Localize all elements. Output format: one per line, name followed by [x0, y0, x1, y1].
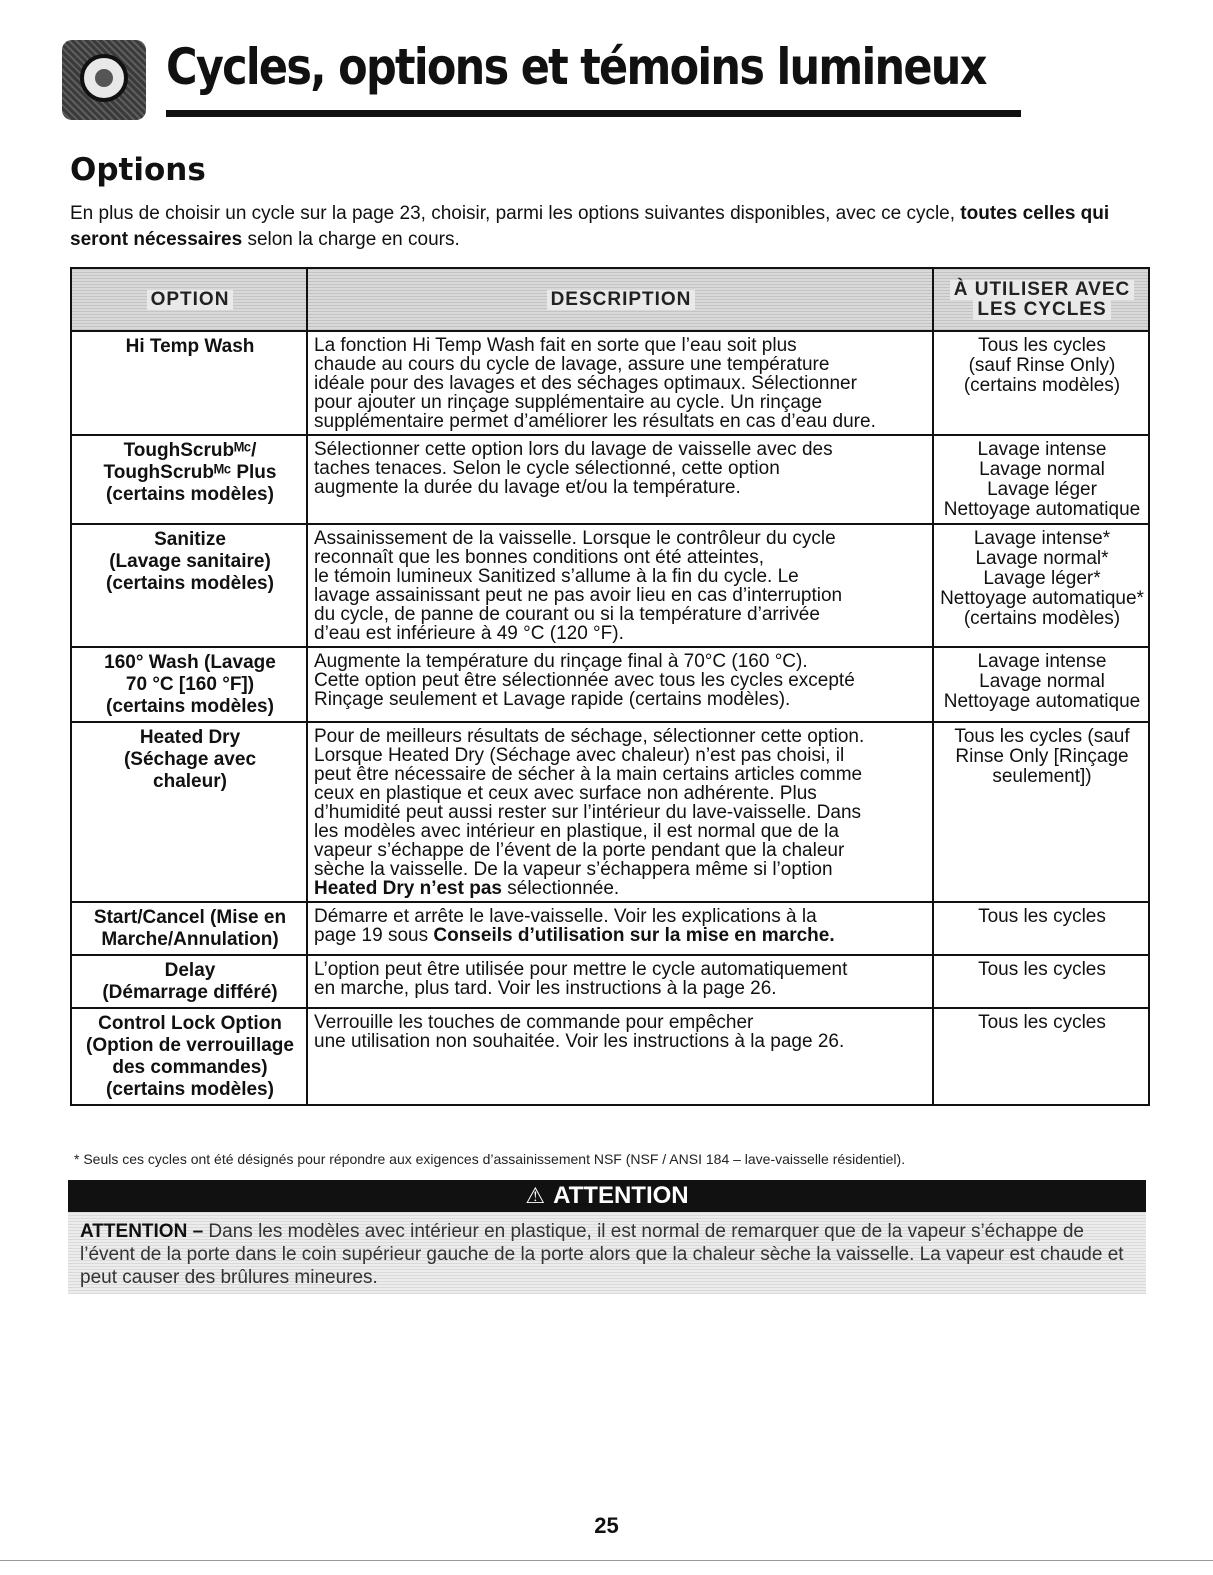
- cycle-line: Lavage intense*: [973, 528, 1111, 549]
- description-line: le témoin lumineux Sanitized s’allume à la fin du cycle. Le: [314, 566, 799, 587]
- option-name-cell: [71, 1008, 307, 1105]
- description-cell: [307, 647, 933, 722]
- options-table: [70, 267, 1150, 1106]
- description-line: pour ajouter un rinçage supplémentaire au cycle. Un rinçage: [314, 392, 823, 413]
- table-row: [71, 955, 1149, 1008]
- description-line: [314, 926, 928, 945]
- description-line: d’eau est inférieure à 49 °C (120 °F).: [314, 623, 624, 644]
- column-header-option: OPTION: [71, 268, 307, 331]
- option-name-cell: [71, 331, 307, 435]
- cycles-cell: [933, 524, 1149, 647]
- option-name-line: Hi Temp Wash: [125, 336, 255, 357]
- option-name-line: Heated Dry: [139, 727, 241, 748]
- description-line: une utilisation non souhaitée. Voir les instructions à la page 26.: [314, 1031, 845, 1052]
- cycles-cell: [933, 435, 1149, 524]
- cycle-line: Tous les cycles: [978, 1012, 1106, 1033]
- intro-tail-text: selon la charge en cours.: [242, 229, 460, 250]
- intro-bold-text: toutes celles qui seront nécessaires: [70, 203, 1110, 250]
- description-line: La fonction Hi Temp Wash fait en sorte que l’eau soit plus: [314, 335, 797, 356]
- cycle-line: Tous les cycles: [978, 906, 1106, 927]
- description-line: ceux en plastique et ceux avec surface non adhérente. Plus: [314, 783, 817, 804]
- description-line: d’humidité peut aussi rester sur l’intérieur du lave-vaisselle. Dans: [314, 802, 862, 823]
- description-line: Cette option peut être sélectionnée avec tous les cycles excepté: [314, 670, 855, 691]
- description-line: lavage assainissant peut ne pas avoir lieu en cas d’interruption: [314, 585, 843, 606]
- description-line: Assainissement de la vaisselle. Lorsque le contrôleur du cycle: [314, 528, 836, 549]
- cycle-line: Lavage normal: [979, 459, 1105, 480]
- table-row: [71, 435, 1149, 524]
- cycle-line: Tous les cycles: [978, 335, 1106, 356]
- description-line: vapeur s’échappe de l’évent de la porte pendant que la chaleur: [314, 840, 845, 861]
- title-underline: [166, 110, 1021, 117]
- cycle-line: Lavage normal*: [975, 548, 1109, 569]
- cycles-cell: [933, 955, 1149, 1008]
- cycle-line: Rinse Only [Rinçage: [955, 746, 1129, 767]
- description-line: Démarre et arrête le lave-vaisselle. Voir les explications à la: [314, 906, 817, 927]
- description-line: sèche la vaisselle. De la vapeur s’échappera même si l’option: [314, 859, 833, 880]
- cycle-line: Lavage intense: [977, 439, 1107, 460]
- column-header-cycles: À UTILISER AVEC LES CYCLES: [933, 268, 1149, 331]
- option-name-line: chaleur): [153, 771, 227, 792]
- cycle-line: Lavage intense: [977, 651, 1107, 672]
- option-name-line: Marche/Annulation): [101, 929, 279, 950]
- attention-message: [68, 1212, 1146, 1294]
- option-name-line: Sanitize: [154, 529, 226, 550]
- description-line: taches tenaces. Selon le cycle sélectionné, cette option: [314, 458, 780, 479]
- table-row: [71, 1008, 1149, 1105]
- option-name-line: (Option de verrouillage: [86, 1035, 294, 1056]
- bottom-divider: [0, 1560, 1213, 1561]
- warning-triangle-icon: ⚠: [525, 1183, 546, 1208]
- option-name-cell: [71, 647, 307, 722]
- cycles-cell: [933, 1008, 1149, 1105]
- cycle-line: Tous les cycles: [978, 959, 1106, 980]
- column-header-description: DESCRIPTION: [307, 268, 933, 331]
- attention-lead: ATTENTION –: [80, 1221, 204, 1242]
- description-line: Sélectionner cette option lors du lavage de vaisselle avec des: [314, 439, 833, 460]
- description-cell: [307, 331, 933, 435]
- description-line: augmente la durée du lavage et/ou la température.: [314, 477, 741, 498]
- option-name-line: (certains modèles): [106, 1079, 274, 1100]
- description-line: [314, 879, 928, 898]
- description-line: Lorsque Heated Dry (Séchage avec chaleur) n’est pas choisi, il: [314, 745, 845, 766]
- table-row: [71, 722, 1149, 902]
- footnote: * Seuls ces cycles ont été désignés pour répondre aux exigences d’assainissement NSF (NSF / ANSI 184 – lave-vaisselle résidentiel).: [74, 1151, 906, 1167]
- cycle-line: (sauf Rinse Only): [968, 355, 1116, 376]
- description-line: L’option peut être utilisée pour mettre le cycle automatiquement: [314, 959, 848, 980]
- cycle-line: Lavage normal: [979, 671, 1105, 692]
- intro-text: En plus de choisir un cycle sur la page 23, choisir, parmi les options suivantes disponibles, avec ce cycle,: [70, 203, 961, 224]
- description-tail-text: sélectionnée.: [501, 878, 620, 899]
- cycle-line: (certains modèles): [963, 375, 1121, 396]
- page-title: Cycles, options et témoins lumineux: [166, 38, 986, 96]
- section-title: Options: [70, 152, 206, 188]
- cycle-line: Nettoyage automatique*: [940, 588, 1144, 609]
- attention-title: ATTENTION: [553, 1182, 689, 1209]
- cycle-line: Nettoyage automatique: [943, 499, 1141, 520]
- option-name-line: Control Lock Option: [98, 1013, 282, 1034]
- description-cell: [307, 902, 933, 955]
- description-cell: [307, 1008, 933, 1105]
- dishwasher-icon: [62, 40, 146, 120]
- description-line: Verrouille les touches de commande pour empêcher: [314, 1012, 754, 1033]
- table-row: [71, 902, 1149, 955]
- cycle-line: Lavage léger: [987, 479, 1097, 500]
- option-name-line: Start/Cancel (Mise en: [93, 907, 287, 928]
- table-row: [71, 331, 1149, 435]
- option-name-line: (certains modèles): [106, 696, 274, 717]
- description-line: en marche, plus tard. Voir les instructions à la page 26.: [314, 978, 777, 999]
- option-name-line: (Démarrage différé): [102, 982, 278, 1003]
- option-name-line: 70 °C [160 °F]): [125, 674, 255, 695]
- description-bold-text: Conseils d’utilisation sur la mise en marche.: [433, 925, 835, 946]
- description-line: Rinçage seulement et Lavage rapide (certains modèles).: [314, 689, 791, 710]
- description-line: Augmente la température du rinçage final à 70°C (160 °C).: [314, 651, 808, 672]
- attention-banner: [68, 1180, 1146, 1212]
- description-cell: [307, 955, 933, 1008]
- option-name-cell: [71, 435, 307, 524]
- description-plain-text: page 19 sous: [314, 925, 434, 946]
- option-name-line: ToughScrubᴹᶜ/: [123, 440, 257, 461]
- cycle-line: Lavage léger*: [983, 568, 1101, 589]
- cycle-line: Nettoyage automatique: [943, 691, 1141, 712]
- description-cell: [307, 722, 933, 902]
- option-name-cell: [71, 902, 307, 955]
- description-line: du cycle, de panne de courant ou si la température d’arrivée: [314, 604, 820, 625]
- description-line: chaude au cours du cycle de lavage, assure une température: [314, 354, 830, 375]
- cycles-cell: [933, 331, 1149, 435]
- cycle-line: (certains modèles): [963, 608, 1121, 629]
- table-row: [71, 524, 1149, 647]
- option-name-line: (certains modèles): [106, 573, 274, 594]
- cycle-line: seulement]): [992, 766, 1092, 787]
- option-name-line: Delay: [164, 960, 216, 981]
- table-row: [71, 647, 1149, 722]
- cycle-line: Tous les cycles (sauf: [954, 726, 1130, 747]
- option-name-cell: [71, 955, 307, 1008]
- page-number: 25: [594, 1513, 619, 1538]
- option-name-line: 160° Wash (Lavage: [104, 652, 276, 673]
- cycles-cell: [933, 902, 1149, 955]
- description-line: Pour de meilleurs résultats de séchage, sélectionner cette option.: [314, 726, 865, 747]
- description-line: peut être nécessaire de sécher à la main certains articles comme: [314, 764, 863, 785]
- description-line: les modèles avec intérieur en plastique, il est normal que de la: [314, 821, 839, 842]
- cycles-cell: [933, 722, 1149, 902]
- option-name-cell: [71, 524, 307, 647]
- attention-text: Dans les modèles avec intérieur en plastique, il est normal de remarquer que de la vapeur s’échappe de l’évent de la porte dans le coin supérieur gauche de la porte alors que la chaleur sèche la vaisselle. La vapeur est chaude et peut causer des brûlures mineures.: [80, 1221, 1124, 1288]
- description-line: idéale pour des lavages et des séchages optimaux. Sélectionner: [314, 373, 857, 394]
- intro-paragraph: [70, 201, 1145, 253]
- description-line: reconnaît que les bonnes conditions ont été atteintes,: [314, 547, 764, 568]
- cycles-cell: [933, 647, 1149, 722]
- option-name-cell: [71, 722, 307, 902]
- option-name-line: des commandes): [112, 1057, 268, 1078]
- description-bold-text: Heated Dry n’est pas: [314, 878, 502, 899]
- description-line: supplémentaire permet d’améliorer les résultats en cas d’eau dure.: [314, 411, 876, 432]
- option-name-line: (Séchage avec: [123, 749, 257, 770]
- option-name-line: (Lavage sanitaire): [109, 551, 271, 572]
- description-cell: [307, 435, 933, 524]
- description-cell: [307, 524, 933, 647]
- option-name-line: ToughScrubᴹᶜ Plus: [103, 462, 277, 483]
- table-header-row: [71, 268, 1149, 331]
- option-name-line: (certains modèles): [106, 484, 274, 505]
